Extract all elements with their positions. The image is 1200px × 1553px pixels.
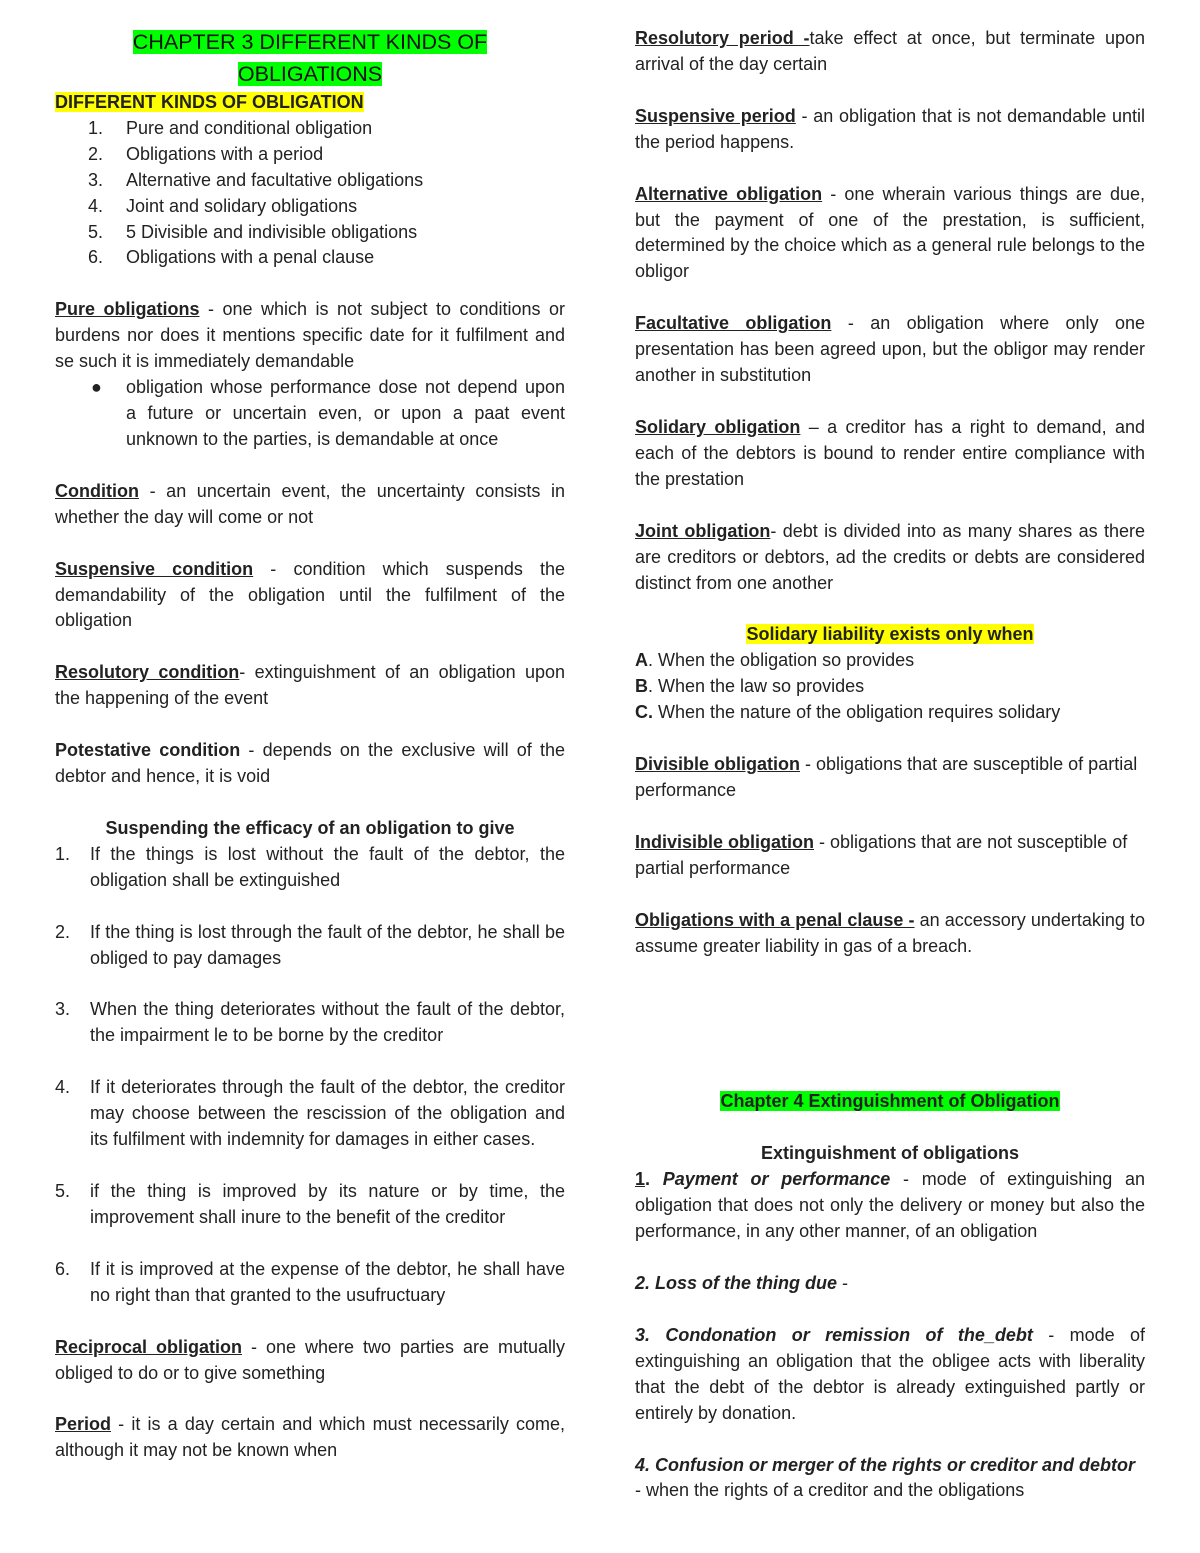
suspensive-period-definition: Suspensive period - an obligation that is not demandable until the period happens. (635, 105, 1145, 152)
solidary-liability-heading: Solidary liability exists only when (746, 624, 1034, 645)
list-item: 5. 5 Divisible and indivisible obligations (88, 221, 418, 242)
left-column (55, 26, 565, 1464)
list-item: 2. If the thing is lost through the fault of the debtor, he shall be obliged to pay damages (55, 921, 565, 968)
list-item: 1. If the things is lost without the fault of the debtor, the obligation shall be extinguished (55, 843, 565, 890)
divisible-obligation-definition: Divisible obligation - obligations that are susceptible of partial performance (635, 754, 1138, 800)
kinds-heading: DIFFERENT KINDS OF OBLIGATION (55, 92, 364, 112)
list-item: 4. Joint and solidary obligations (88, 195, 358, 216)
pure-obligations-bullets (55, 375, 565, 453)
condition-definition: Condition - an uncertain event, the uncertainty consists in whether the day will come or not (55, 480, 565, 527)
joint-obligation-definition: Joint obligation- debt is divided into as many shares as there are creditors or debtors, ad the credits or debts are considered distinct from one another (635, 520, 1145, 593)
kinds-list (55, 116, 565, 271)
confusion-definition: 4. Confusion or merger of the rights or creditor and debtor - when the rights of a creditor and the obligations (635, 1454, 1136, 1501)
resolutory-condition-definition: Resolutory condition- extinguishment of an obligation upon the happening of the event (55, 662, 565, 709)
payment-definition: 1. Payment or performance - mode of extinguishing an obligation that does not only the delivery or money but also the performance, in any other manner, of an obligation (635, 1169, 1145, 1242)
chapter-4-title: Chapter 4 Extinguishment of Obligation (720, 1091, 1060, 1112)
chapter-3-title: CHAPTER 3 DIFFERENT KINDS OF OBLIGATIONS (132, 30, 488, 86)
list-item: B. When the law so provides (635, 676, 865, 697)
list-item: 2. Obligations with a period (88, 143, 324, 164)
suspensive-condition-definition: Suspensive condition - condition which suspends the demandability of the obligation until the fulfilment of the obligation (55, 558, 565, 631)
list-item: 4. If it deteriorates through the fault of the debtor, the creditor may choose between the rescission of the obligation and its fulfilment with indemnity for damages in either cases. (55, 1077, 565, 1150)
period-definition: Period - it is a day certain and which must necessarily come, although it may not be known when (55, 1414, 565, 1461)
right-column (635, 26, 1145, 1504)
list-item: 3. Alternative and facultative obligations (88, 169, 424, 190)
list-item: 5. if the thing is improved by its nature or by time, the improvement shall inure to the benefit of the creditor (55, 1181, 565, 1227)
resolutory-period-definition: Resolutory period -take effect at once, but terminate upon arrival of the day certain (635, 28, 1145, 74)
efficacy-list (55, 842, 565, 1309)
bullet-icon: ● (91, 377, 102, 398)
condonation-definition: 3. Condonation or remission of the_debt - mode of extinguishing an obligation that the obligee acts with liberality that the debt of the debtor is already extinguished partly or entirely by donation. (635, 1324, 1145, 1423)
solidary-obligation-definition: Solidary obligation – a creditor has a right to demand, and each of the debtors is bound to render entire compliance with the prestation (635, 416, 1145, 489)
facultative-obligation-definition: Facultative obligation - an obligation where only one presentation has been agreed upon, but the obligor may render another in substitution (635, 313, 1145, 386)
list-item: 6. If it is improved at the expense of the debtor, he shall have no right than that granted to the usufructuary (55, 1258, 565, 1305)
extinguishment-heading: Extinguishment of obligations (761, 1143, 1019, 1164)
list-item: 6. Obligations with a penal clause (88, 247, 375, 268)
alternative-obligation-definition: Alternative obligation - one wherain various things are due, but the payment of one of the prestation, is sufficient, determined by the choice which as a general rule belongs to the obligor (635, 183, 1145, 282)
indivisible-obligation-definition: Indivisible obligation - obligations that are not susceptible of partial performance (635, 831, 1128, 878)
list-item: 1. Pure and conditional obligation (88, 117, 373, 138)
pure-obligations-definition: Pure obligations - one which is not subject to conditions or burdens nor does it mentions specific date for it fulfilment and se such it is immediately demandable (55, 299, 565, 372)
list-item: A. When the obligation so provides (635, 650, 915, 671)
penal-clause-definition: Obligations with a penal clause - an accessory undertaking to assume greater liability in gas of a breach. (635, 909, 1145, 956)
reciprocal-obligation-definition: Reciprocal obligation - one where two parties are mutually obliged to do or to give something (55, 1336, 566, 1383)
loss-definition: 2. Loss of the thing due - (635, 1273, 848, 1293)
list-item: 3. When the thing deteriorates without the fault of the debtor, the impairment le to be borne by the creditor (55, 999, 565, 1046)
list-item: C. When the nature of the obligation requires solidary (635, 702, 1061, 723)
efficacy-heading: Suspending the efficacy of an obligation to give (105, 817, 515, 838)
potestative-condition-definition: Potestative condition - depends on the exclusive will of the debtor and hence, it is void (55, 740, 566, 787)
list-item: ● obligation whose performance dose not depend upon a future or uncertain even, or upon a paat event unknown to the parties, is demandable at once (91, 377, 565, 449)
